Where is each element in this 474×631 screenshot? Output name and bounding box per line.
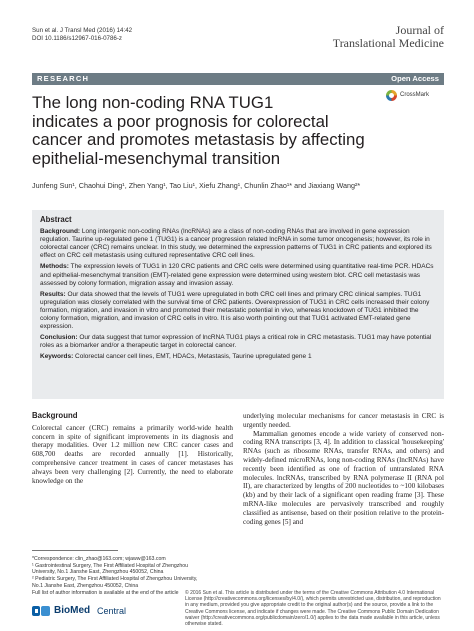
affiliation-line: ² Pediatric Surgery, The First Affiliated Hospital of Zhengzhou University, xyxy=(32,576,198,583)
correspondence-line: *Correspondence: clin_zhao@163.com; wjaww@163.com xyxy=(32,556,166,562)
section-label: Keywords: xyxy=(40,353,74,361)
footnote-divider xyxy=(32,550,118,551)
title-line: The long non-coding RNA TUG1 xyxy=(32,93,274,112)
affiliation-line: ¹ Gastrointestinal Surgery, The First Affiliated Hospital of Zhengzhou xyxy=(32,562,188,569)
abstract-methods xyxy=(40,263,436,287)
body-paragraph: underlying molecular mechanisms for cancer metastasis in CRC is urgently needed. xyxy=(243,412,444,429)
background-paragraph: Colorectal cancer (CRC) remains a primarily world-wide health concern in spite of significant improvements in its diagnosis and therapy modalities. Over 1.2 million new CRC cancer cases and 608,700 deaths are recorded annually [1]. Historically, comprehensive cancer treatment in cases of cancer metastases has always been very challenging [2]. Currently, the need to elaborate knowledge on the xyxy=(32,423,233,485)
section-text: The expression levels of TUG1 in 120 CRC patients and CRC cells were determined using quantitative real-time PCR. HDACs and epithelial-mesenchymal transition (EMT)-related gene expression were determined using western blot. CRC cell metastasis was assessed by colony formation, migration assay and invasion assay. xyxy=(40,263,434,287)
section-text: Colorectal cancer cell lines, EMT, HDACs, Metastasis, Taurine upregulated gene 1 xyxy=(75,353,312,361)
article-type-banner xyxy=(32,73,444,85)
crossmark-label: CrossMark xyxy=(400,92,430,98)
article-type-label: RESEARCH xyxy=(37,74,90,83)
abstract-background xyxy=(40,228,436,260)
section-label: Background: xyxy=(40,228,81,236)
section-text: Our data suggest that tumor expression of lncRNA TUG1 plays a critical role in CRC metastasis. TUG1 may have potential roles as a biomarker and/or a therapeutic target in colorectal cancer. xyxy=(40,334,432,350)
section-text: Long intergenic non-coding RNAs (lncRNAs) are a class of non-coding RNAs that are involved in gene expression regulation. Taurine up-regulated gene 1 (TUG1) is a cancer progression related lncRNA in some tumor oncogenesis; however, its role in colorectal cancer (CRC) remains unclear. In this study, we determined the expression patterns of TUG1 in CRC patients and explored its effect on CRC cell metastasis using cultured representative CRC cell lines. xyxy=(40,228,432,260)
biomed-central-logo xyxy=(32,604,162,618)
author-list: Junfeng Sun¹, Chaohui Ding¹, Zhen Yang¹, Tao Liu¹, Xiefu Zhang¹, Chunlin Zhao¹* and Jiaxiang Wang²* xyxy=(32,181,361,190)
logo-text-biomed: BioMed xyxy=(54,605,91,616)
license-statement: © 2016 Sun et al. This article is distributed under the terms of the Creative Commons Attribution 4.0 International License (http://creativecommons.org/licenses/by/4.0/), which permits unrestricted use, distribution, and reproduction in any medium, provided you give appropriate credit to the original author(s) and the source, provide a link to the Creative Commons license, and indicate if changes were made. The Creative Commons Public Domain Dedication waiver (http://creativecommons.org/publicdomain/zero/1.0/) applies to the data made available in this article, unless otherwise stated. xyxy=(185,590,441,628)
crossmark-button[interactable] xyxy=(386,90,444,102)
title-line: epithelial-mesenchymal transition xyxy=(32,148,281,168)
section-label: Results: xyxy=(40,290,66,298)
abstract-conclusion xyxy=(40,334,436,350)
abstract-keywords xyxy=(40,353,436,361)
journal-name xyxy=(333,24,444,50)
open-access-badge: Open Access xyxy=(391,74,439,83)
abstract-box xyxy=(32,210,444,399)
section-label: Methods: xyxy=(40,263,69,271)
title-line: indicates a poor prognosis for colorectal xyxy=(32,111,329,131)
body-paragraph: Mammalian genomes encode a wide variety of conserved non-coding RNA transcripts [3, 4]. In addition to classical 'housekeeping' RNAs (such as ribosome RNAs, transfer RNAs, and others) and widely-defined microRNAs, long non-coding RNAs (lncRNAs) have recently been identified as one of fraction of untranslated RNA molecules. lncRNAs, transcribed by RNA polymerase II (RNA pol II), are characterized by lengths of 200 nucleotides to ~100 kilobases (kb) and by their lack of a significant open reading frame [3]. These mRNA-like molecules are pervasively transcribed and roughly classified as antisense, based on their position relative to the protein-coding genes [5] and xyxy=(243,429,444,526)
journal-name-line1: Journal of xyxy=(395,23,444,37)
crossmark-icon xyxy=(386,90,397,101)
logo-text-central: Central xyxy=(97,606,127,616)
section-text: Our data showed that the levels of TUG1 were upregulated in both CRC cell lines and primary CRC clinical samples. TUG1 upregulation was closely correlated with the survival time of CRC patients. Overexpression of TUG1 in CRC cells increased their colony formation, migration, and invasion in vitro and promoted their metastatic potential in vivo, whereas knockdown of TUG1 inhibited the colony formation, migration, and invasion of CRC cells in vitro. It is also worth pointing out that TUG1 activated EMT-related gene expression. xyxy=(40,290,430,331)
background-heading: Background xyxy=(32,411,78,420)
citation-journal-line: Sun et al. J Transl Med (2016) 14:42 xyxy=(32,27,133,34)
section-label: Conclusion: xyxy=(40,334,78,342)
abstract-results xyxy=(40,291,436,331)
citation-doi: DOI 10.1186/s12967-016-0786-z xyxy=(32,35,123,42)
left-column xyxy=(32,412,233,485)
author-info-note: Full list of author information is available at the end of the article xyxy=(32,589,179,596)
abstract-heading: Abstract xyxy=(40,215,72,224)
right-column xyxy=(243,412,444,526)
journal-name-line2: Translational Medicine xyxy=(332,36,444,50)
title-line: cancer and promotes metastasis by affecting xyxy=(32,130,365,150)
affiliation-line: University, No.1 Jianshe East, Zhengzhou 450052, China xyxy=(32,569,164,576)
article-title xyxy=(32,94,382,168)
biomed-central-logo-icon xyxy=(32,604,52,618)
citation xyxy=(32,27,132,43)
affiliation-line: No.1 Jianshe East, Zhengzhou 450052, China xyxy=(32,582,139,589)
